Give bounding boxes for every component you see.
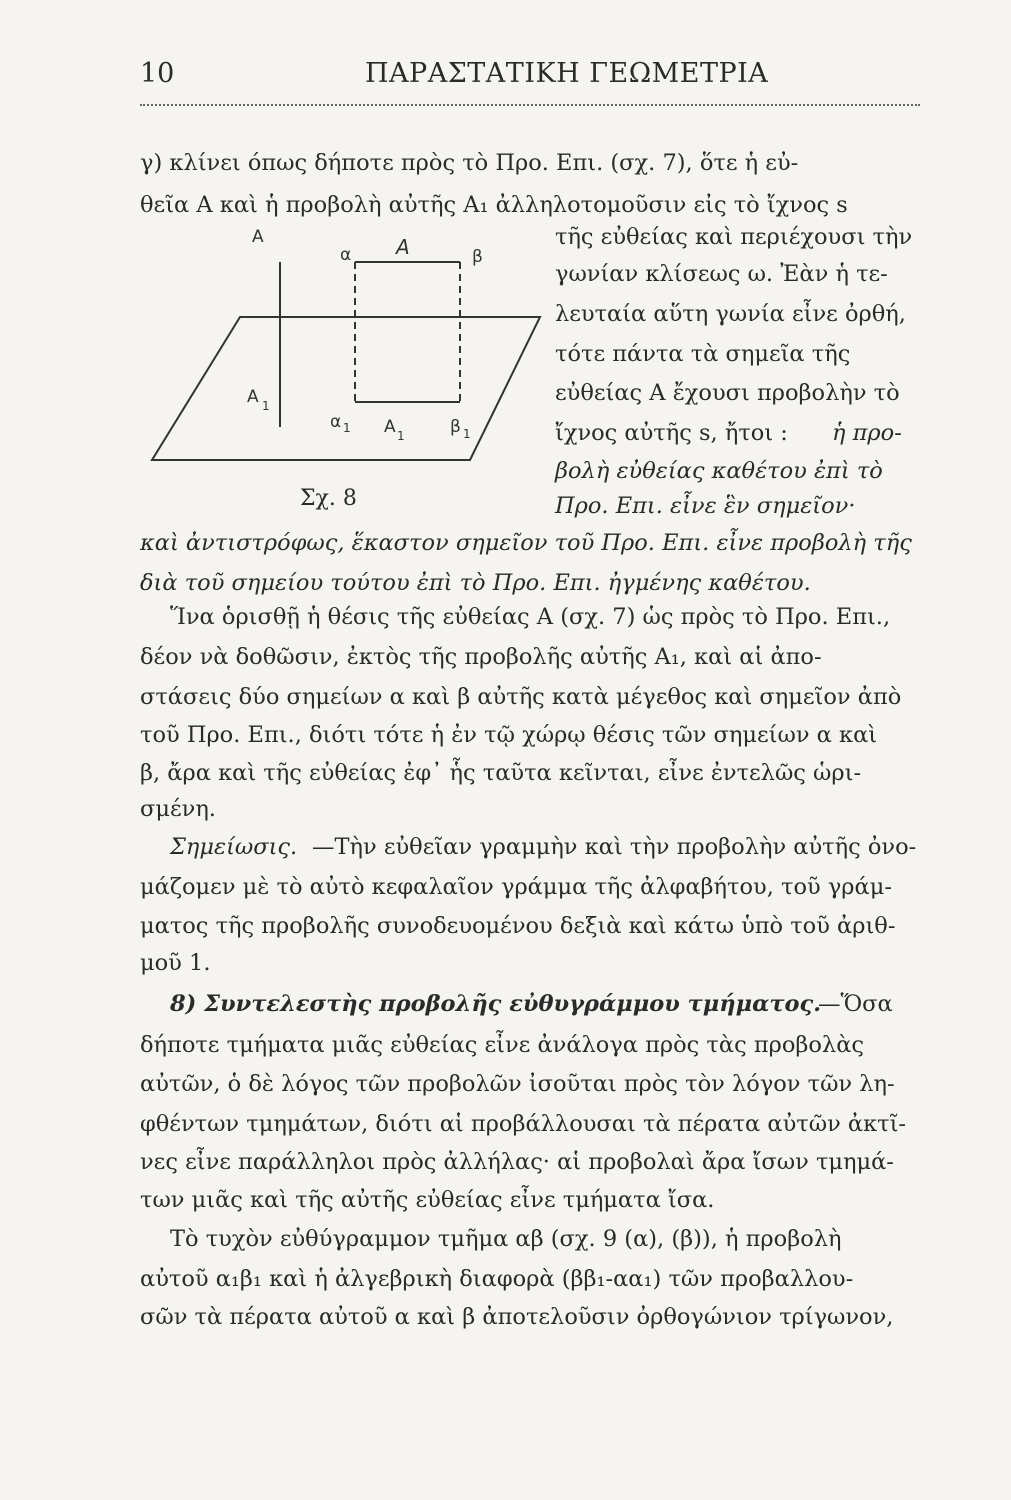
label-A1b-sub: 1 bbox=[397, 429, 405, 443]
label-A-top: A bbox=[252, 227, 264, 247]
label-alpha1-sub: 1 bbox=[343, 421, 351, 435]
text-line: μάζομεν μὲ τὸ αὐτὸ κεφαλαῖον γράμμα τῆς ἀλφαβήτου, τοῦ γράμ- bbox=[140, 874, 892, 900]
text-line: δήποτε τμήματα μιᾶς εὐθείας εἶνε ἀνάλογα πρὸς τὰς προβολὰς bbox=[140, 1032, 864, 1058]
section-heading: 8) Συντελεστὴς προβολῆς εὐθυγράμμου τμήματος. bbox=[170, 991, 822, 1017]
label-A-mid: A bbox=[396, 235, 410, 259]
text-line: σῶν τὰ πέρατα αὐτοῦ α καὶ β ἀποτελοῦσιν ὀρθογώνιον τρίγωνον, bbox=[140, 1304, 894, 1330]
text-line: καὶ ἀντιστρόφως, ἕκαστον σημεῖον τοῦ Προ. Επι. εἶνε προβολὴ τῆς bbox=[140, 530, 912, 556]
text-line: τότε πάντα τὰ σημεῖα τῆς bbox=[555, 341, 851, 367]
text-line: γ) κλίνει όπως δήποτε πρὸς τὸ Προ. Επι. (σχ. 7), ὅτε ἡ εὐ- bbox=[140, 150, 799, 176]
label-alpha: α bbox=[340, 245, 352, 265]
text-line: ἴχνος αὐτῆς s, ἤτοι : bbox=[555, 420, 788, 446]
text-line: στάσεις δύο σημείων α καὶ β αὐτῆς κατὰ μέγεθος καὶ σημεῖον ἀπὸ bbox=[140, 684, 902, 710]
text-line: αὐτῶν, ὁ δὲ λόγος τῶν προβολῶν ἰσοῦται πρὸς τὸν λόγον τῶν λη- bbox=[140, 1071, 895, 1097]
text-line: εὐθείας Α ἔχουσι προβολὴν τὸ bbox=[555, 380, 900, 406]
text-line: γωνίαν κλίσεως ω. Ἐὰν ἡ τε- bbox=[555, 261, 888, 287]
label-A1: A bbox=[247, 387, 259, 407]
text-line: διὰ τοῦ σημείου τούτου ἐπὶ τὸ Προ. Επι. ἠγμένης καθέτου. bbox=[140, 570, 811, 596]
page-header bbox=[140, 58, 920, 98]
text-line: νες εἶνε παράλληλοι πρὸς ἀλλήλας· αἱ προβολαὶ ἄρα ἴσων τμημά- bbox=[140, 1149, 894, 1175]
text-line: θεῖα Α καὶ ἡ προβολὴ αὐτῆς Α₁ ἀλληλοτομοῦσιν εἰς τὸ ἴχνος s bbox=[140, 192, 848, 218]
text-line: μοῦ 1. bbox=[140, 950, 211, 976]
text-line: των μιᾶς καὶ τῆς αὐτῆς εὐθείας εἶνε τμήματα ἴσα. bbox=[140, 1187, 715, 1213]
text-line: λευταία αὕτη γωνία εἶνε ὀρθή, bbox=[555, 301, 906, 327]
label-beta1-sub: 1 bbox=[463, 427, 471, 441]
text-line: αὐτοῦ α₁β₁ καὶ ἡ ἀλγεβρικὴ διαφορὰ (ββ₁-αα₁) τῶν προβαλλου- bbox=[140, 1266, 854, 1292]
text-line: τῆς εὐθείας καὶ περιέχουσι τὴν bbox=[555, 224, 913, 250]
text-line: —Ὅσα bbox=[818, 991, 893, 1017]
header-rule bbox=[140, 104, 920, 106]
text-line: ματος τῆς προβολῆς συνοδευομένου δεξιὰ καὶ κάτω ὑπὸ τοῦ ἀριθ- bbox=[140, 913, 896, 939]
figure-8 bbox=[150, 222, 550, 490]
text-line: β, ἄρα καὶ τῆς εὐθείας ἐφ᾽ ἧς ταῦτα κεῖνται, εἶνε ἐντελῶς ὡρι- bbox=[140, 760, 862, 786]
running-title: ΠΑΡΑΣΤΑΤΙΚΗ ΓΕΩΜΕΤΡΙΑ bbox=[365, 58, 769, 89]
label-beta1: β bbox=[450, 417, 461, 437]
text-line: βολὴ εὐθείας καθέτου ἐπὶ τὸ bbox=[555, 458, 883, 484]
page-number: 10 bbox=[140, 58, 175, 89]
text-line: Προ. Επι. εἶνε ἓν σημεῖον· bbox=[555, 493, 856, 519]
text-line: —Τὴν εὐθεῖαν γραμμὴν καὶ τὴν προβολὴν αὐτῆς ὀνο- bbox=[312, 834, 917, 860]
label-beta: β bbox=[472, 247, 483, 267]
text-line: τοῦ Προ. Επι., διότι τότε ἡ ἐν τῷ χώρῳ θέσις τῶν σημείων α καὶ bbox=[140, 722, 878, 748]
text-line: σμένη. bbox=[140, 796, 216, 822]
text-line: δέον νὰ δοθῶσιν, ἐκτὸς τῆς προβολῆς αὐτῆς Α₁, καὶ αἱ ἀπο- bbox=[140, 644, 822, 670]
text-line: Ἵνα ὁρισθῇ ἡ θέσις τῆς εὐθείας Α (σχ. 7) ὡς πρὸς τὸ Προ. Επι., bbox=[170, 604, 891, 630]
label-A1b: A bbox=[384, 417, 396, 437]
label-A1-sub: 1 bbox=[262, 399, 270, 413]
text-line: φθέντων τμημάτων, διότι αἱ προβάλλουσαι τὰ πέρατα αὐτῶν ἀκτῖ- bbox=[140, 1111, 907, 1137]
figure-caption: Σχ. 8 bbox=[300, 486, 357, 511]
text-line: ἡ προ- bbox=[832, 420, 902, 446]
projection-plane bbox=[152, 317, 540, 460]
note-heading: Σημείωσις. bbox=[170, 834, 298, 860]
label-alpha1: α bbox=[330, 412, 342, 432]
text-line: Τὸ τυχὸν εὐθύγραμμον τμῆμα αβ (σχ. 9 (α), (β)), ἡ προβολὴ bbox=[170, 1226, 842, 1252]
